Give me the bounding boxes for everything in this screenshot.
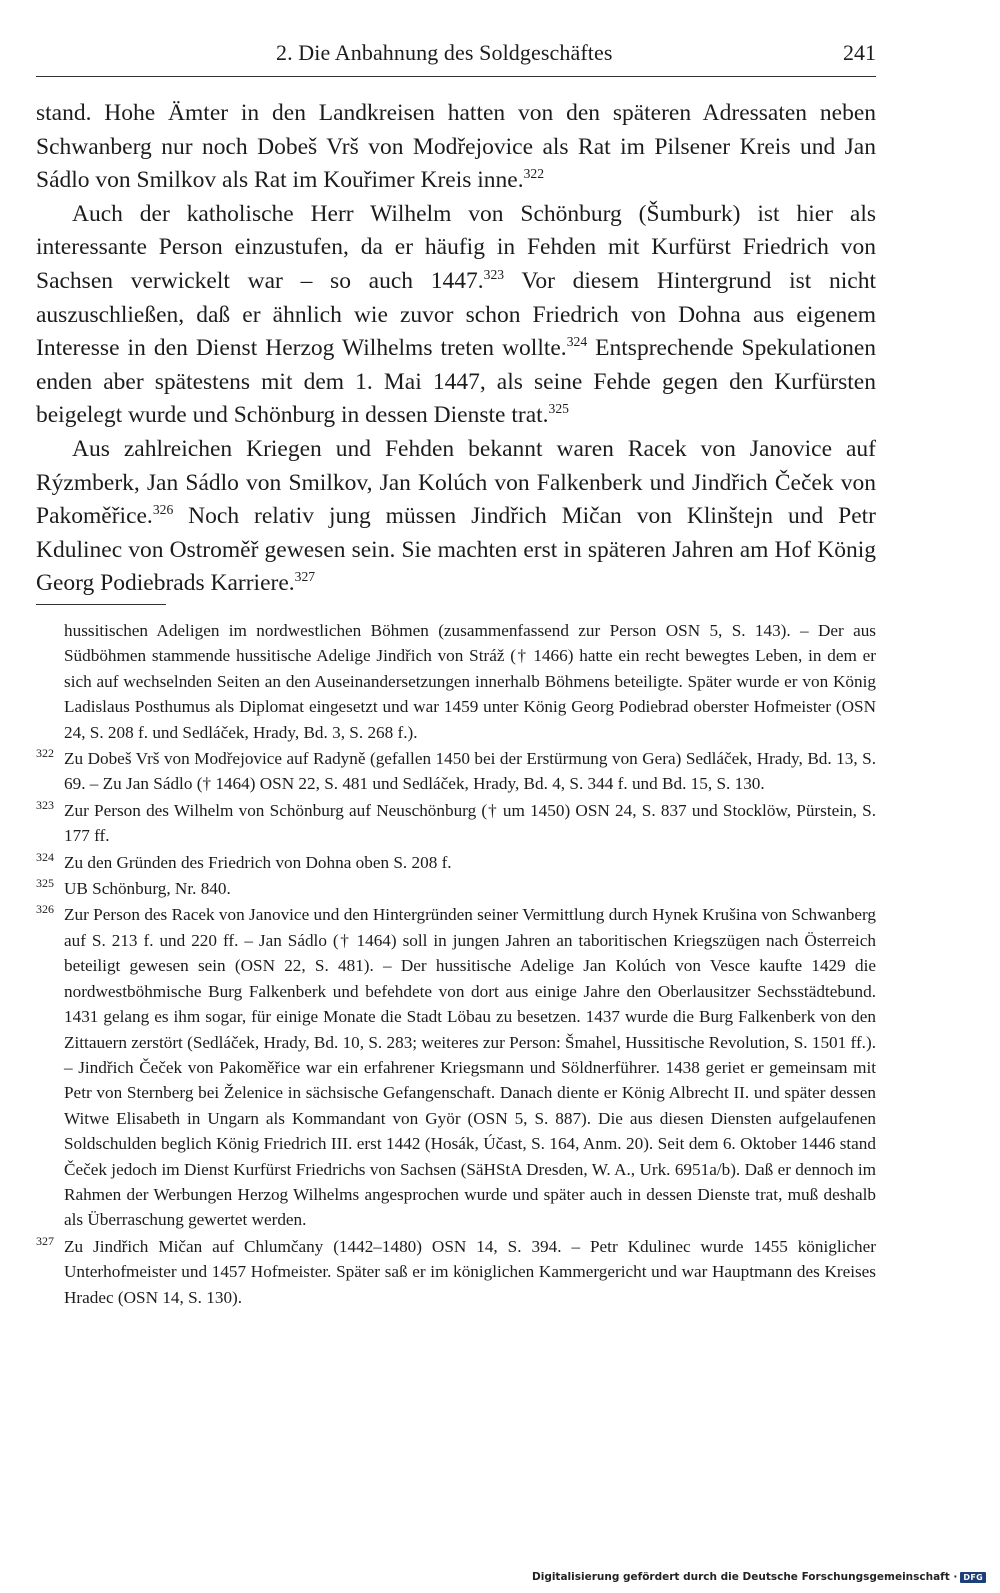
page-number: 241 <box>843 40 876 65</box>
text-run: Noch relativ jung müssen Jindřich Mičan von Klinštejn und Petr Kdulinec von Ostroměř gewesen sein. Sie machten erst in späteren Jahren am Hof König Georg Podiebrads Karriere. <box>36 503 876 597</box>
footnote-ref-327[interactable]: 327 <box>294 569 316 585</box>
text-run: Entsprechende Spekulationen enden aber spätestens mit dem 1. Mai 1447, als seine Fehde gegen den Kurfürsten beigelegt wurde und Schönburg in dessen Dienste trat. <box>36 335 876 429</box>
text-run: Aus zahlreichen Kriegen und Fehden bekannt waren Racek von Janovice auf Rýzmberk, Jan Sádlo von Smilkov, Jan Kolúch von Falkenberk und Jindřich Čeček von Pakoměřice. <box>36 435 876 530</box>
dfg-logo-icon: DFG <box>960 1572 986 1583</box>
footnote-ref-325[interactable]: 325 <box>548 401 569 417</box>
footnote-323 <box>36 798 876 849</box>
footnote-number: 327 <box>36 1233 54 1248</box>
digitization-text: Digitalisierung gefördert durch die Deutsche Forschungsgemeinschaft · <box>532 1571 958 1583</box>
paragraph <box>36 433 876 601</box>
footnote-text: Zu Jindřich Mičan auf Chlumčany (1442–1480) OSN 14, S. 394. – Petr Kdulinec wurde 1455 königlicher Unterhofmeister und 1457 Hofmeister. Später saß er im königlichen Kammergericht und war Hauptmann des Kreises Hradec (OSN 14, S. 130). <box>64 1236 876 1307</box>
footnote-separator <box>36 604 166 605</box>
footnote-text: Zu Dobeš Vrš von Modřejovice auf Radyně (gefallen 1450 bei der Erstürmung von Gera) Sedláček, Hrady, Bd. 13, S. 69. – Zu Jan Sádlo († 1464) OSN 22, S. 481 und Sedláček, Hrady, Bd. 4, S. 344 f. und Bd. 15, S. 130. <box>64 749 876 794</box>
footnote-continuation: hussitischen Adeligen im nordwestlichen Böhmen (zusammenfassend zur Person OSN 5, S. 143). – Der aus Südböhmen stammende hussitische Adelige Jindřich von Stráž († 1466) hatte ein recht bewegtes Leben, in dem er sich auf wechselnden Seiten an den Auseinandersetzungen innerhalb Böhmens beteiligte. Später wurde er von König Ladislaus Posthumus als Diplomat eingesetzt und war 1459 unter König Georg Podiebrad oberster Hofmeister (OSN 24, S. 208 f. und Sedláček, Hrady, Bd. 3, S. 268 f.). <box>64 621 876 742</box>
footnote-text: Zur Person des Wilhelm von Schönburg auf Neuschönburg († um 1450) OSN 24, S. 837 und Stocklöw, Pürstein, S. 177 ff. <box>64 800 876 846</box>
footnote-ref-323[interactable]: 323 <box>483 267 505 283</box>
main-text <box>36 97 876 601</box>
footnote-number: 323 <box>36 797 54 812</box>
text-run: stand. Hohe Ämter in den Landkreisen hatten von den späteren Adressaten neben Schwanberg nur noch Dobeš Vrš von Modřejovice als Rat im Pilsener Kreis und Jan Sádlo von Smilkov als Rat im Kouřimer Kreis inne. <box>36 100 876 194</box>
footnote-326 <box>36 902 876 1232</box>
footnote-324 <box>36 850 876 875</box>
footnote-ref-324[interactable]: 324 <box>566 334 588 350</box>
footnote-ref-322[interactable]: 322 <box>523 166 545 182</box>
footnote-325 <box>36 876 876 901</box>
footnote-text: Zur Person des Racek von Janovice und den Hintergründen seiner Vermittlung durch Hynek Krušina von Schwanberg auf S. 213 f. und 220 ff. – Jan Sádlo († 1464) soll in jungen Jahren an taboritischen Kriegszügen nach Österreich beteiligt gewesen sein (OSN 22, S. 481). – Der hussitische Adelige Jan Kolúch von Vesce kaufte 1429 die nordwestböhmische Burg Falkenberk und befehdete von dort aus einige Jahre den Oberlausitzer Sechsstädtebund. 1431 gelang es ihm sogar, für einige Monate die Stadt Löbau zu besetzen. 1437 wurde die Burg Falkenberk von den Zittauern zerstört (Sedláček, Hrady, Bd. 10, S. 283; weiteres zur Person: Šmahel, Hussitische Revolution, S. 1501 ff.). – Jindřich Čeček von Pakoměřice war ein erfahrener Kriegsmann und Söldnerführer. 1438 geriet er gemeinsam mit Petr von Sternberg bei Želenice in sächsische Gefangenschaft. Danach diente er König Albrecht II. und später dessen Witwe Elisabeth in Ungarn als Kommandant von Györ (OSN 5, S. 887). Die aus diesen Diensten aufgelaufenen Soldschulden beglich König Friedrich III. erst 1442 (Hosák, Účast, S. 164, Anm. 20). Seit dem 6. Oktober 1446 stand Čeček jedoch im Dienst Kurfürst Friedrichs von Sachsen (SäHStA Dresden, W. A., Urk. 6951a/b). Daß er dennoch im Rahmen der Werbungen Herzog Wilhelms angesprochen wurde und später auch in dessen Dienste trat, muß deshalb als Überraschung gewertet werden. <box>64 905 876 1230</box>
footnote-number: 326 <box>36 902 54 917</box>
running-header <box>36 38 876 77</box>
footnote-number: 322 <box>36 746 54 761</box>
footnote-322 <box>36 746 876 797</box>
footnote-ref-326[interactable]: 326 <box>152 502 174 518</box>
paragraph <box>36 198 876 433</box>
footnote-text: UB Schönburg, Nr. 840. <box>64 879 231 899</box>
footnote-327 <box>36 1234 876 1310</box>
footnotes <box>36 618 876 1311</box>
running-title: 2. Die Anbahnung des Soldgeschäftes <box>276 40 613 65</box>
text-run: Vor diesem Hintergrund ist nicht auszuschließen, daß er ähnlich wie zuvor schon Friedrich von Dohna aus eigenem Interesse in den Dienst Herzog Wilhelms treten wollte. <box>36 267 876 362</box>
paragraph <box>36 97 876 198</box>
footnote-number: 325 <box>36 876 54 891</box>
digitization-notice <box>532 1571 986 1583</box>
footnote-number: 324 <box>36 849 54 864</box>
text-run: Auch der katholische Herr Wilhelm von Schönburg (Šumburk) ist hier als interessante Person einzustufen, da er häufig in Fehden mit Kurfürst Friedrich von Sachsen verwickelt war – so auch 1447. <box>36 200 876 294</box>
footnote-text: Zu den Gründen des Friedrich von Dohna oben S. 208 f. <box>64 852 452 872</box>
